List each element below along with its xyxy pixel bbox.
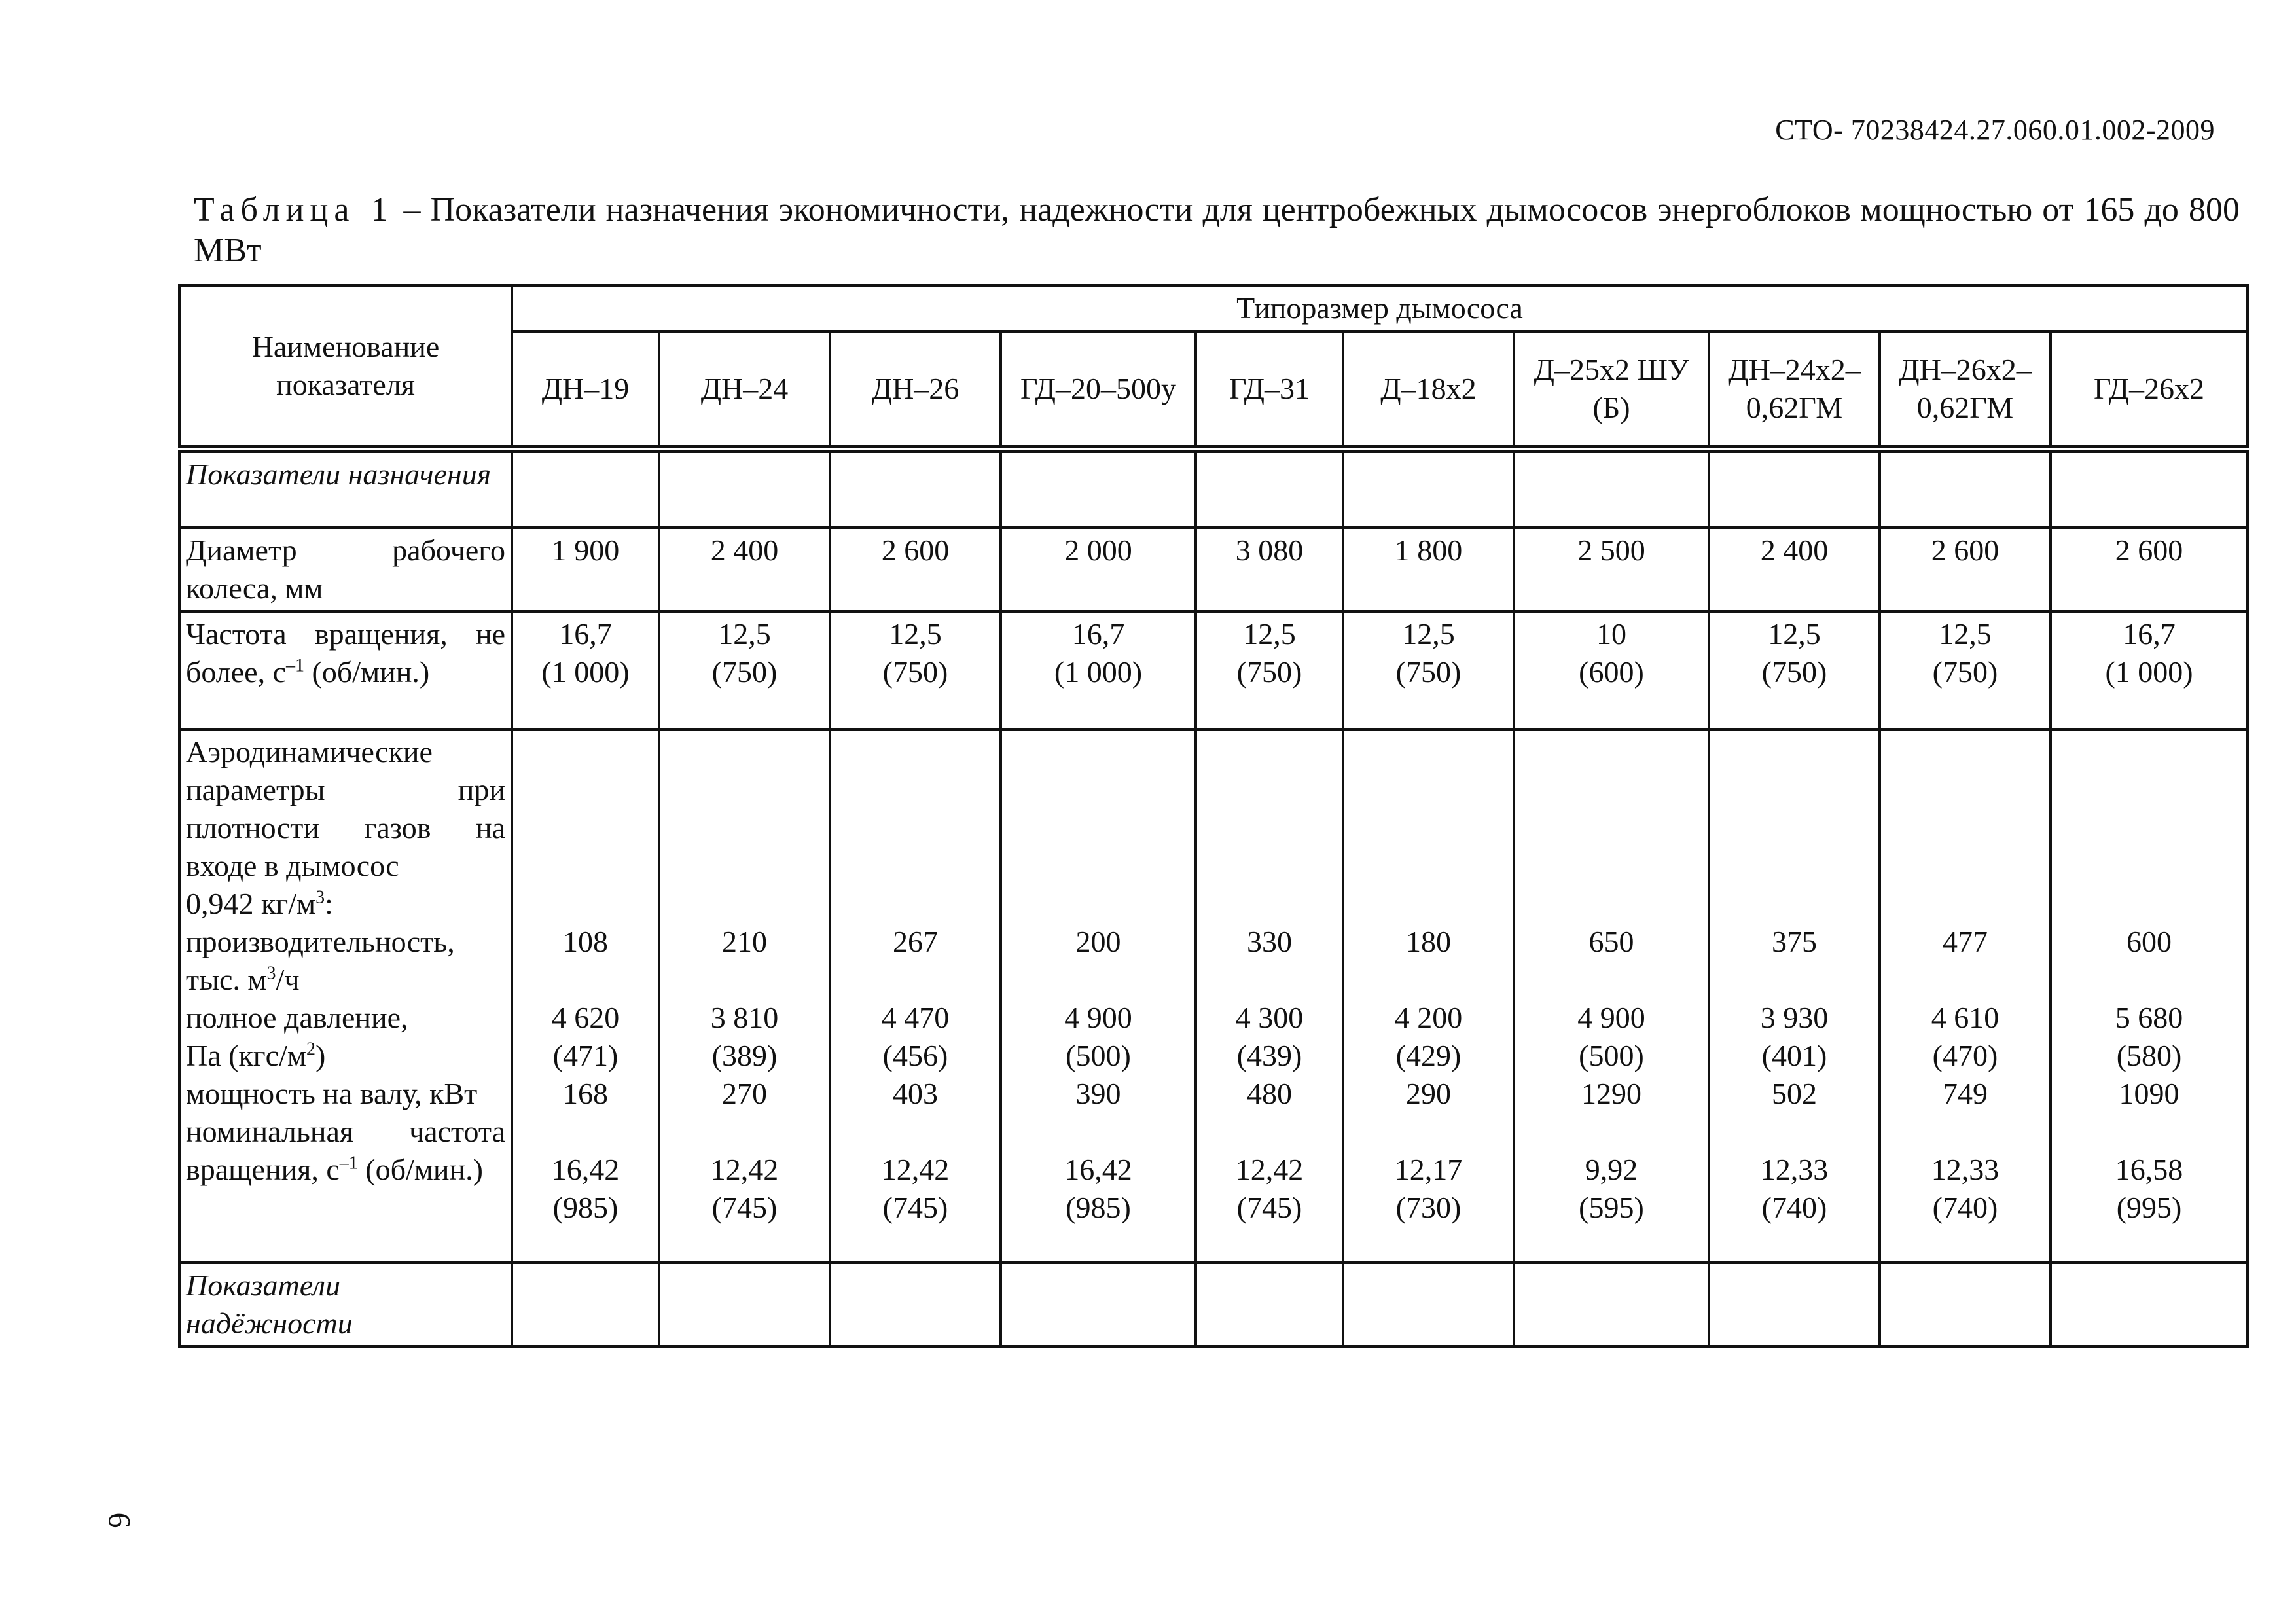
speed-cell xyxy=(1880,611,2051,729)
pressure-unit-label: Па (кгс/м xyxy=(186,1039,306,1072)
cell-value: 12,5 xyxy=(889,617,942,651)
cell-value: 270 xyxy=(722,1077,767,1110)
cell-value: 12,42 xyxy=(710,1153,779,1186)
cell-value: (740) xyxy=(1932,1191,1998,1224)
cell-value: 4 200 xyxy=(1394,1001,1463,1034)
cell-value: 180 xyxy=(1406,925,1451,958)
cell-value: 12,17 xyxy=(1394,1153,1463,1186)
density-label: 0,942 кг/м xyxy=(186,887,316,920)
column-header: Д–18х2 xyxy=(1343,331,1514,449)
aero-cell xyxy=(1880,729,2051,1263)
cell-value: (750) xyxy=(711,655,778,689)
cell-value: 267 xyxy=(893,925,938,958)
diameter-cell xyxy=(2051,528,2248,611)
cell-value: 4 900 xyxy=(1577,1001,1645,1034)
cell-value: (1 000) xyxy=(541,655,630,689)
cell-value: 330 xyxy=(1247,925,1292,958)
cell-value: (429) xyxy=(1395,1039,1462,1072)
cell-value: 12,5 xyxy=(1402,617,1455,651)
cell-value: 3 080 xyxy=(1235,533,1304,567)
aero-cell xyxy=(1343,729,1514,1263)
cell-value: 2 400 xyxy=(1760,533,1829,567)
cell-value: 4 610 xyxy=(1931,1001,2000,1034)
speed-cell xyxy=(2051,611,2248,729)
capacity-label-unit: /ч xyxy=(276,963,300,996)
cell-value: (595) xyxy=(1579,1191,1644,1224)
speed-cell xyxy=(659,611,830,729)
density-sup: 3 xyxy=(315,887,325,908)
speed-cell xyxy=(1514,611,1709,729)
cell-value: 480 xyxy=(1247,1077,1292,1110)
density-colon: : xyxy=(325,887,333,920)
cell-value: 12,5 xyxy=(1243,617,1296,651)
cell-value: 12,33 xyxy=(1760,1153,1829,1186)
cell-value: 390 xyxy=(1075,1077,1121,1110)
cell-value: 1090 xyxy=(2119,1077,2179,1110)
section-purpose: Показатели назначения xyxy=(179,449,512,528)
cell-value: 290 xyxy=(1406,1077,1451,1110)
cell-value: 12,5 xyxy=(1939,617,1992,651)
cell-value: 749 xyxy=(1943,1077,1988,1110)
cell-value: (580) xyxy=(2116,1039,2182,1072)
cell-value: 108 xyxy=(563,925,608,958)
cell-value: 2 000 xyxy=(1064,533,1132,567)
column-header: ДН–19 xyxy=(512,331,659,449)
cell-value: 16,58 xyxy=(2115,1153,2183,1186)
speed-cell xyxy=(1001,611,1196,729)
pressure-label: полное давление, xyxy=(186,1001,408,1034)
capacity-label: производительность, тыс. м xyxy=(186,925,455,996)
cell-value: 12,5 xyxy=(718,617,771,651)
cell-value: 3 930 xyxy=(1760,1001,1829,1034)
column-header: ДН–26х2–0,62ГМ xyxy=(1880,331,2051,449)
cell-value: 1 900 xyxy=(551,533,620,567)
speed-label: Частота вращения, не более, с xyxy=(186,617,505,689)
nom-speed-label: номинальная частота вращения, с xyxy=(186,1115,505,1186)
row-label-diameter: Диаметр рабочего колеса, мм xyxy=(179,528,512,611)
speed-cell xyxy=(1343,611,1514,729)
cell-value: (985) xyxy=(552,1191,619,1224)
cell-value: (600) xyxy=(1579,655,1644,689)
cell-value: 12,5 xyxy=(1768,617,1821,651)
aero-cell xyxy=(1001,729,1196,1263)
diameter-cell xyxy=(512,528,659,611)
column-header: ДН–26 xyxy=(830,331,1001,449)
cell-value: 12,42 xyxy=(881,1153,950,1186)
aero-cell xyxy=(659,729,830,1263)
aero-cell xyxy=(1709,729,1880,1263)
name-header: Наименование показателя xyxy=(179,285,512,449)
cell-value: 2 500 xyxy=(1577,533,1645,567)
cell-value: 16,7 xyxy=(559,617,612,651)
cell-value: 12,33 xyxy=(1931,1153,2000,1186)
column-header: ГД–20–500у xyxy=(1001,331,1196,449)
document-code: СТО- 70238424.27.060.01.002-2009 xyxy=(1775,114,2215,146)
power-label: мощность на валу, кВт xyxy=(186,1077,478,1110)
cell-value: (740) xyxy=(1761,1191,1827,1224)
column-header: ГД–31 xyxy=(1196,331,1343,449)
cell-value: (470) xyxy=(1932,1039,1998,1072)
cell-value: 375 xyxy=(1772,925,1817,958)
pressure-unit-close: ) xyxy=(315,1039,326,1072)
cell-value: (500) xyxy=(1066,1039,1131,1072)
aero-cell xyxy=(1196,729,1343,1263)
cell-value: 502 xyxy=(1772,1077,1817,1110)
speed-cell xyxy=(1709,611,1880,729)
cell-value: 477 xyxy=(1943,925,1988,958)
group-header: Типоразмер дымососа xyxy=(512,285,2248,331)
row-label-aero xyxy=(179,729,512,1263)
diameter-cell xyxy=(659,528,830,611)
column-header: ДН–24 xyxy=(659,331,830,449)
row-label-speed xyxy=(179,611,512,729)
cell-value: (750) xyxy=(1761,655,1827,689)
caption-label: Таблица 1 xyxy=(194,191,394,228)
cell-value: 2 600 xyxy=(1931,533,2000,567)
diameter-cell xyxy=(1343,528,1514,611)
speed-label-rpm: (об/мин.) xyxy=(312,655,430,689)
cell-value: (401) xyxy=(1761,1039,1827,1072)
cell-value: 16,42 xyxy=(551,1153,620,1186)
cell-value: 4 900 xyxy=(1064,1001,1132,1034)
cell-value: (750) xyxy=(1395,655,1462,689)
cell-value: 4 470 xyxy=(881,1001,950,1034)
column-header: ДН–24х2–0,62ГМ xyxy=(1709,331,1880,449)
cell-value: (439) xyxy=(1236,1039,1302,1072)
cell-value: (745) xyxy=(882,1191,948,1224)
page-number: 6 xyxy=(101,1512,137,1528)
cell-value: (1 000) xyxy=(1054,655,1143,689)
nom-speed-rpm-label: (об/мин.) xyxy=(365,1153,483,1186)
nom-speed-sup: –1 xyxy=(339,1153,358,1174)
cell-value: 200 xyxy=(1075,925,1121,958)
cell-value: (745) xyxy=(1236,1191,1302,1224)
column-header: ГД–26х2 xyxy=(2051,331,2248,449)
cell-value: 4 620 xyxy=(551,1001,620,1034)
cell-value: 10 xyxy=(1596,617,1626,651)
diameter-cell xyxy=(1001,528,1196,611)
cell-value: 1290 xyxy=(1581,1077,1641,1110)
cell-value: 16,7 xyxy=(2123,617,2176,651)
table-caption xyxy=(194,190,2240,271)
speed-cell xyxy=(512,611,659,729)
indicators-table xyxy=(178,284,2249,1348)
cell-value: 650 xyxy=(1588,925,1634,958)
column-header: Д–25х2 ШУ (Б) xyxy=(1514,331,1709,449)
aero-cell xyxy=(2051,729,2248,1263)
cell-value: 2 600 xyxy=(881,533,950,567)
caption-text: – Показатели назначения экономичности, надежности для центробежных дымососов энергоблоков мощностью от 165 до 800 МВт xyxy=(194,191,2240,269)
aero-cell xyxy=(1514,729,1709,1263)
cell-value: (471) xyxy=(552,1039,619,1072)
cell-value: 210 xyxy=(722,925,767,958)
cell-value: (500) xyxy=(1579,1039,1644,1072)
diameter-cell xyxy=(830,528,1001,611)
cell-value: (1 000) xyxy=(2105,655,2193,689)
cell-value: 2 400 xyxy=(710,533,779,567)
cell-value: 403 xyxy=(893,1077,938,1110)
cell-value: (750) xyxy=(882,655,948,689)
cell-value: (985) xyxy=(1066,1191,1131,1224)
cell-value: (995) xyxy=(2116,1191,2182,1224)
diameter-cell xyxy=(1709,528,1880,611)
aero-cell xyxy=(512,729,659,1263)
cell-value: (456) xyxy=(882,1039,948,1072)
cell-value: (750) xyxy=(1236,655,1302,689)
cell-value: 168 xyxy=(563,1077,608,1110)
pressure-sup: 2 xyxy=(306,1039,315,1060)
cell-value: 1 800 xyxy=(1394,533,1463,567)
diameter-cell xyxy=(1196,528,1343,611)
cell-value: 4 300 xyxy=(1235,1001,1304,1034)
cell-value: (745) xyxy=(711,1191,778,1224)
section-reliability: Показатели надёжности xyxy=(179,1263,512,1346)
cell-value: 3 810 xyxy=(710,1001,779,1034)
speed-cell xyxy=(1196,611,1343,729)
cell-value: 2 600 xyxy=(2115,533,2183,567)
cell-value: (730) xyxy=(1395,1191,1462,1224)
cell-value: 12,42 xyxy=(1235,1153,1304,1186)
cell-value: (750) xyxy=(1932,655,1998,689)
cell-value: 5 680 xyxy=(2115,1001,2183,1034)
aero-intro: Аэродинамические параметры при плотности газов на входе в дымосос xyxy=(186,735,505,882)
speed-cell xyxy=(830,611,1001,729)
diameter-cell xyxy=(1880,528,2051,611)
cell-value: 16,7 xyxy=(1071,617,1125,651)
capacity-sup: 3 xyxy=(266,963,276,984)
cell-value: 9,92 xyxy=(1585,1153,1638,1186)
cell-value: 600 xyxy=(2126,925,2172,958)
diameter-cell xyxy=(1514,528,1709,611)
speed-unit-sup: –1 xyxy=(286,655,305,676)
aero-cell xyxy=(830,729,1001,1263)
cell-value: 16,42 xyxy=(1064,1153,1132,1186)
cell-value: (389) xyxy=(711,1039,778,1072)
